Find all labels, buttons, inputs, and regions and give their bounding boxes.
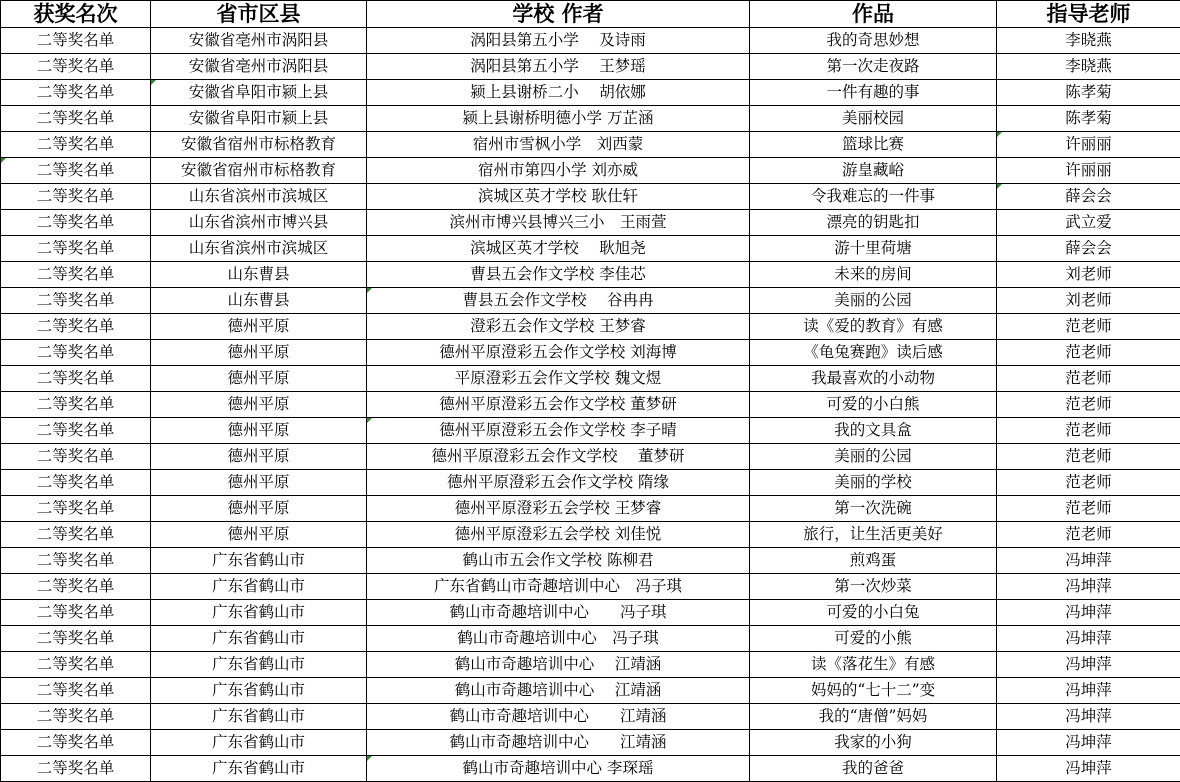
region-cell: 山东曹县 <box>151 288 367 314</box>
region-cell: 广东省鹤山市 <box>151 678 367 704</box>
region-cell: 安徽省亳州市涡阳县 <box>151 28 367 54</box>
teacher-cell: 许丽丽 <box>997 132 1180 158</box>
table-row <box>1 132 1180 158</box>
work-cell: 美丽的学校 <box>750 470 997 496</box>
rank-cell: 二等奖名单 <box>1 184 151 210</box>
rank-cell: 二等奖名单 <box>1 756 151 782</box>
school-author-cell: 滨城区英才学校 耿旭尧 <box>367 236 750 262</box>
rank-cell: 二等奖名单 <box>1 652 151 678</box>
table-row <box>1 704 1180 730</box>
work-cell: 《龟兔赛跑》读后感 <box>750 340 997 366</box>
region-cell: 广东省鹤山市 <box>151 548 367 574</box>
rank-cell: 二等奖名单 <box>1 496 151 522</box>
teacher-cell: 冯坤萍 <box>997 600 1180 626</box>
school-author-cell: 德州平原澄彩五会作文学校 董梦研 <box>367 444 750 470</box>
teacher-cell: 武立爱 <box>997 210 1180 236</box>
region-cell: 德州平原 <box>151 418 367 444</box>
region-cell: 德州平原 <box>151 340 367 366</box>
rank-cell: 二等奖名单 <box>1 444 151 470</box>
table-row <box>1 548 1180 574</box>
region-cell: 德州平原 <box>151 470 367 496</box>
work-cell: 妈妈的“七十二”变 <box>750 678 997 704</box>
teacher-cell: 范老师 <box>997 444 1180 470</box>
table-body <box>1 28 1180 782</box>
work-cell: 第一次走夜路 <box>750 54 997 80</box>
rank-cell: 二等奖名单 <box>1 574 151 600</box>
table-row <box>1 626 1180 652</box>
table-row <box>1 444 1180 470</box>
school-author-cell: 鹤山市奇趣培训中心 江靖涵 <box>367 730 750 756</box>
rank-cell: 二等奖名单 <box>1 548 151 574</box>
work-cell: 旅行，让生活更美好 <box>750 522 997 548</box>
rank-cell: 二等奖名单 <box>1 626 151 652</box>
teacher-cell: 范老师 <box>997 340 1180 366</box>
school-author-cell: 颍上县谢桥明德小学 万芷涵 <box>367 106 750 132</box>
header-rank: 获奖名次 <box>1 1 151 28</box>
work-cell: 读《爱的教育》有感 <box>750 314 997 340</box>
table-row <box>1 54 1180 80</box>
table-row <box>1 28 1180 54</box>
header-work: 作品 <box>750 1 997 28</box>
teacher-cell: 冯坤萍 <box>997 626 1180 652</box>
school-author-cell: 德州平原澄彩五会学校 刘佳悦 <box>367 522 750 548</box>
rank-cell: 二等奖名单 <box>1 28 151 54</box>
teacher-cell: 范老师 <box>997 522 1180 548</box>
work-cell: 第一次洗碗 <box>750 496 997 522</box>
region-cell: 广东省鹤山市 <box>151 652 367 678</box>
work-cell: 令我难忘的一件事 <box>750 184 997 210</box>
school-author-cell: 涡阳县第五小学 王梦瑶 <box>367 54 750 80</box>
region-cell: 广东省鹤山市 <box>151 704 367 730</box>
table-row <box>1 262 1180 288</box>
work-cell: 可爱的小白兔 <box>750 600 997 626</box>
rank-cell: 二等奖名单 <box>1 132 151 158</box>
school-author-cell: 鹤山市奇趣培训中心 江靖涵 <box>367 704 750 730</box>
work-cell: 读《落花生》有感 <box>750 652 997 678</box>
school-author-cell: 广东省鹤山市奇趣培训中心 冯子琪 <box>367 574 750 600</box>
teacher-cell: 范老师 <box>997 418 1180 444</box>
table-row <box>1 418 1180 444</box>
school-author-cell: 鹤山市奇趣培训中心 冯子琪 <box>367 600 750 626</box>
rank-cell: 二等奖名单 <box>1 678 151 704</box>
table-row <box>1 184 1180 210</box>
teacher-cell: 冯坤萍 <box>997 704 1180 730</box>
rank-cell: 二等奖名单 <box>1 522 151 548</box>
table-header <box>1 1 1180 28</box>
table-row <box>1 470 1180 496</box>
work-cell: 游十里荷塘 <box>750 236 997 262</box>
school-author-cell: 曹县五会作文学校 谷冉冉 <box>367 288 750 314</box>
school-author-cell: 德州平原澄彩五会学校 王梦睿 <box>367 496 750 522</box>
school-author-cell: 平原澄彩五会作文学校 魏文煜 <box>367 366 750 392</box>
region-cell: 德州平原 <box>151 366 367 392</box>
rank-cell: 二等奖名单 <box>1 392 151 418</box>
work-cell: 我的文具盒 <box>750 418 997 444</box>
teacher-cell: 薛会会 <box>997 236 1180 262</box>
table-row <box>1 236 1180 262</box>
teacher-cell: 范老师 <box>997 314 1180 340</box>
rank-cell: 二等奖名单 <box>1 236 151 262</box>
table-row <box>1 340 1180 366</box>
region-cell: 德州平原 <box>151 392 367 418</box>
table-row <box>1 522 1180 548</box>
table-row <box>1 574 1180 600</box>
school-author-cell: 德州平原澄彩五会作文学校 董梦研 <box>367 392 750 418</box>
work-cell: 第一次炒菜 <box>750 574 997 600</box>
region-cell: 德州平原 <box>151 522 367 548</box>
rank-cell: 二等奖名单 <box>1 730 151 756</box>
school-author-cell: 德州平原澄彩五会作文学校 隋缘 <box>367 470 750 496</box>
rank-cell: 二等奖名单 <box>1 54 151 80</box>
table-row <box>1 652 1180 678</box>
work-cell: 我最喜欢的小动物 <box>750 366 997 392</box>
work-cell: 我的奇思妙想 <box>750 28 997 54</box>
region-cell: 德州平原 <box>151 444 367 470</box>
teacher-cell: 冯坤萍 <box>997 574 1180 600</box>
teacher-cell: 范老师 <box>997 392 1180 418</box>
rank-cell: 二等奖名单 <box>1 314 151 340</box>
teacher-cell: 陈孝菊 <box>997 80 1180 106</box>
school-author-cell: 滨城区英才学校 耿仕轩 <box>367 184 750 210</box>
rank-cell: 二等奖名单 <box>1 600 151 626</box>
table-row <box>1 158 1180 184</box>
school-author-cell: 鹤山市奇趣培训中心 冯子琪 <box>367 626 750 652</box>
table-row <box>1 314 1180 340</box>
header-teacher: 指导老师 <box>997 1 1180 28</box>
region-cell: 山东省滨州市博兴县 <box>151 210 367 236</box>
teacher-cell: 范老师 <box>997 470 1180 496</box>
header-row <box>1 1 1180 28</box>
table-row <box>1 730 1180 756</box>
rank-cell: 二等奖名单 <box>1 340 151 366</box>
region-cell: 广东省鹤山市 <box>151 574 367 600</box>
teacher-cell: 许丽丽 <box>997 158 1180 184</box>
rank-cell: 二等奖名单 <box>1 210 151 236</box>
work-cell: 煎鸡蛋 <box>750 548 997 574</box>
school-author-cell: 鹤山市奇趣培训中心 李琛瑶 <box>367 756 750 782</box>
rank-cell: 二等奖名单 <box>1 158 151 184</box>
table-row <box>1 496 1180 522</box>
school-author-cell: 宿州市第四小学 刘亦威 <box>367 158 750 184</box>
school-author-cell: 鹤山市奇趣培训中心 江靖涵 <box>367 652 750 678</box>
region-cell: 山东省滨州市滨城区 <box>151 236 367 262</box>
school-author-cell: 澄彩五会作文学校 王梦睿 <box>367 314 750 340</box>
work-cell: 美丽的公园 <box>750 288 997 314</box>
region-cell: 广东省鹤山市 <box>151 730 367 756</box>
school-author-cell: 涡阳县第五小学 及诗雨 <box>367 28 750 54</box>
region-cell: 山东省滨州市滨城区 <box>151 184 367 210</box>
work-cell: 美丽校园 <box>750 106 997 132</box>
rank-cell: 二等奖名单 <box>1 106 151 132</box>
work-cell: 可爱的小熊 <box>750 626 997 652</box>
school-author-cell: 鹤山市奇趣培训中心 江靖涵 <box>367 678 750 704</box>
work-cell: 篮球比赛 <box>750 132 997 158</box>
region-cell: 广东省鹤山市 <box>151 756 367 782</box>
teacher-cell: 范老师 <box>997 366 1180 392</box>
school-author-cell: 滨州市博兴县博兴三小 王雨萱 <box>367 210 750 236</box>
header-region: 省市区县 <box>151 1 367 28</box>
table-row <box>1 106 1180 132</box>
rank-cell: 二等奖名单 <box>1 470 151 496</box>
rank-cell: 二等奖名单 <box>1 262 151 288</box>
rank-cell: 二等奖名单 <box>1 704 151 730</box>
rank-cell: 二等奖名单 <box>1 366 151 392</box>
table-row <box>1 600 1180 626</box>
region-cell: 安徽省亳州市涡阳县 <box>151 54 367 80</box>
region-cell: 安徽省阜阳市颍上县 <box>151 80 367 106</box>
table-row <box>1 210 1180 236</box>
region-cell: 广东省鹤山市 <box>151 626 367 652</box>
table-row <box>1 678 1180 704</box>
work-cell: 我的“唐僧”妈妈 <box>750 704 997 730</box>
rank-cell: 二等奖名单 <box>1 80 151 106</box>
teacher-cell: 李晓燕 <box>997 28 1180 54</box>
work-cell: 未来的房间 <box>750 262 997 288</box>
work-cell: 我的爸爸 <box>750 756 997 782</box>
teacher-cell: 冯坤萍 <box>997 678 1180 704</box>
work-cell: 漂亮的钥匙扣 <box>750 210 997 236</box>
table-row <box>1 756 1180 782</box>
school-author-cell: 颍上县谢桥二小 胡依娜 <box>367 80 750 106</box>
region-cell: 广东省鹤山市 <box>151 600 367 626</box>
table-row <box>1 366 1180 392</box>
work-cell: 美丽的公园 <box>750 444 997 470</box>
region-cell: 安徽省阜阳市颍上县 <box>151 106 367 132</box>
teacher-cell: 冯坤萍 <box>997 756 1180 782</box>
teacher-cell: 冯坤萍 <box>997 730 1180 756</box>
teacher-cell: 冯坤萍 <box>997 652 1180 678</box>
school-author-cell: 宿州市雪枫小学 刘西蒙 <box>367 132 750 158</box>
region-cell: 安徽省宿州市标格教育 <box>151 132 367 158</box>
table-row <box>1 288 1180 314</box>
header-school-author: 学校 作者 <box>367 1 750 28</box>
teacher-cell: 冯坤萍 <box>997 548 1180 574</box>
work-cell: 一件有趣的事 <box>750 80 997 106</box>
teacher-cell: 薛会会 <box>997 184 1180 210</box>
teacher-cell: 刘老师 <box>997 262 1180 288</box>
work-cell: 我家的小狗 <box>750 730 997 756</box>
school-author-cell: 德州平原澄彩五会作文学校 李子晴 <box>367 418 750 444</box>
school-author-cell: 曹县五会作文学校 李佳芯 <box>367 262 750 288</box>
table-row <box>1 392 1180 418</box>
school-author-cell: 德州平原澄彩五会作文学校 刘海博 <box>367 340 750 366</box>
teacher-cell: 刘老师 <box>997 288 1180 314</box>
teacher-cell: 陈孝菊 <box>997 106 1180 132</box>
region-cell: 山东曹县 <box>151 262 367 288</box>
rank-cell: 二等奖名单 <box>1 288 151 314</box>
region-cell: 德州平原 <box>151 496 367 522</box>
table-row <box>1 80 1180 106</box>
region-cell: 德州平原 <box>151 314 367 340</box>
work-cell: 可爱的小白熊 <box>750 392 997 418</box>
teacher-cell: 李晓燕 <box>997 54 1180 80</box>
work-cell: 游皇藏峪 <box>750 158 997 184</box>
region-cell: 安徽省宿州市标格教育 <box>151 158 367 184</box>
rank-cell: 二等奖名单 <box>1 418 151 444</box>
teacher-cell: 范老师 <box>997 496 1180 522</box>
school-author-cell: 鹤山市五会作文学校 陈柳君 <box>367 548 750 574</box>
